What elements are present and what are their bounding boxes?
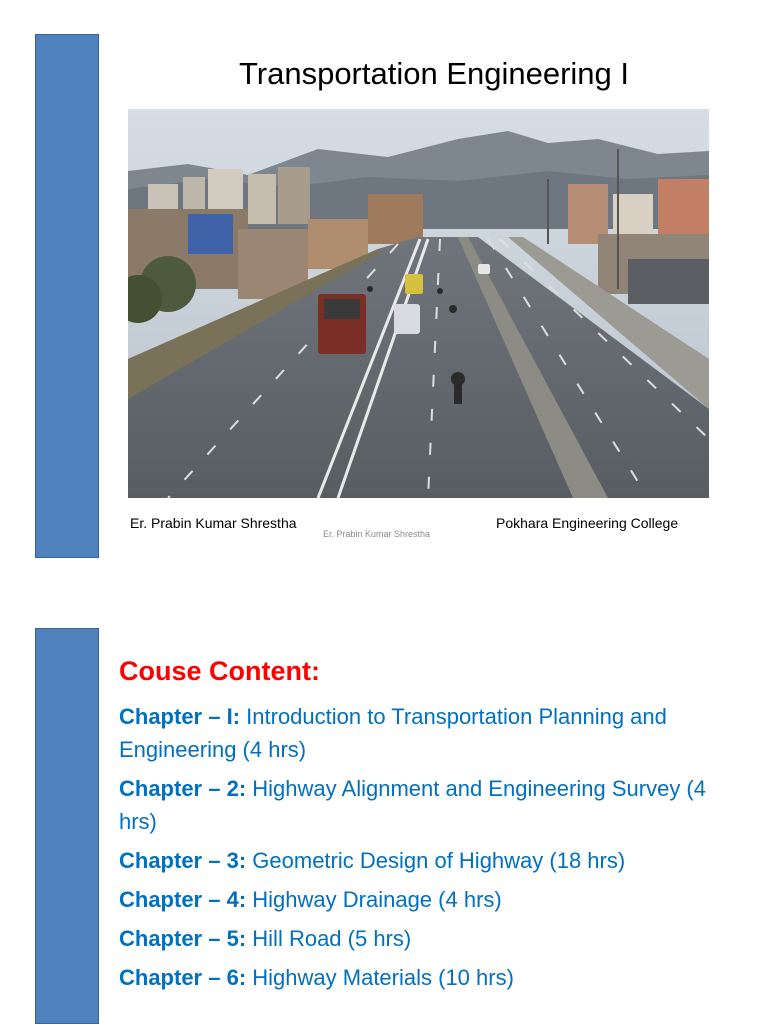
chapter-title: Highway Drainage (4 hrs) xyxy=(252,887,502,912)
chapter-item xyxy=(119,772,739,838)
chapter-item xyxy=(119,883,739,916)
chapter-label: Chapter – 3: xyxy=(119,848,247,873)
chapter-title: Introduction to Transportation Planning and Engineering (4 hrs) xyxy=(119,704,667,762)
chapter-label: Chapter – I: xyxy=(119,704,241,729)
author-name: Er. Prabin Kumar Shrestha xyxy=(130,515,297,531)
course-content-heading: Couse Content: xyxy=(119,656,320,686)
chapter-label: Chapter – 6: xyxy=(119,965,247,990)
chapter-item xyxy=(119,922,739,955)
chapter-title: Highway Alignment and Engineering Survey (4 hrs) xyxy=(119,776,706,834)
slide-2-side-bar xyxy=(35,628,99,1024)
chapter-item xyxy=(119,961,739,994)
institution-name: Pokhara Engineering College xyxy=(496,515,679,531)
chapter-item xyxy=(119,844,739,877)
chapter-item xyxy=(119,700,739,766)
highway-photo xyxy=(128,109,709,498)
slide-1-side-bar xyxy=(35,34,99,558)
chapter-label: Chapter – 4: xyxy=(119,887,247,912)
chapter-title: Highway Materials (10 hrs) xyxy=(252,965,514,990)
watermark-text: Er. Prabin Kumar Shrestha xyxy=(323,529,431,539)
chapter-title: Hill Road (5 hrs) xyxy=(252,926,412,951)
chapter-list xyxy=(119,700,739,1000)
chapter-title: Geometric Design of Highway (18 hrs) xyxy=(252,848,626,873)
chapter-label: Chapter – 5: xyxy=(119,926,247,951)
chapter-label: Chapter – 2: xyxy=(119,776,247,801)
slide-title: Transportation Engineering I xyxy=(238,56,630,91)
